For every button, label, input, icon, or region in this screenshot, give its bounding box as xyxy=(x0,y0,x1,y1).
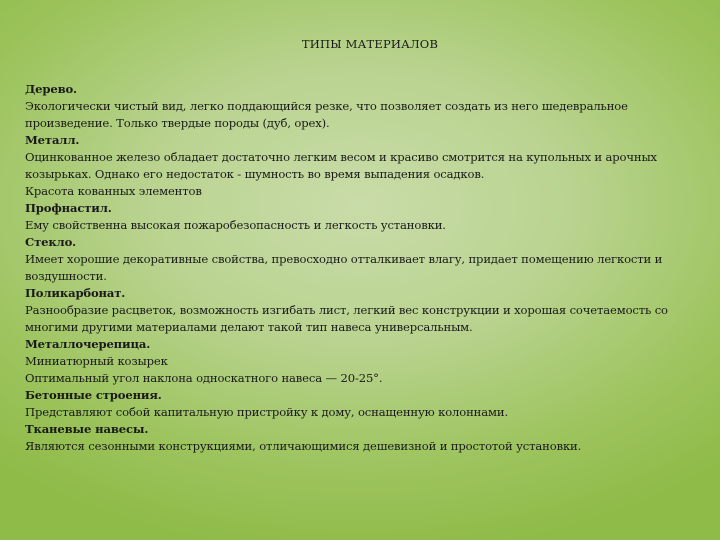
section-heading-metal-tile: Металлочерепица. xyxy=(25,337,151,351)
section-heading-glass: Стекло. xyxy=(25,235,77,249)
section-text-metal-tile-angle: Оптимальный угол наклона односкатного навеса — 20-25°. xyxy=(25,371,383,385)
section-heading-concrete: Бетонные строения. xyxy=(25,388,162,402)
section-heading-polycarbonate: Поликарбонат. xyxy=(25,286,126,300)
section-text-fabric: Являются сезонными конструкциями, отличающимися дешевизной и простотой установки. xyxy=(25,439,582,453)
section-heading-wood: Дерево. xyxy=(25,82,77,96)
section-heading-profnastil: Профнастил. xyxy=(25,201,112,215)
section-heading-fabric: Тканевые навесы. xyxy=(25,422,149,436)
section-text-glass: Имеет хорошие декоративные свойства, превосходно отталкивает влагу, придает помещению легкости и воздушности. xyxy=(25,252,663,283)
section-text-polycarbonate: Разнообразие расцветок, возможность изгибать лист, легкий вес конструкции и хорошая сочетаемость со многими другими материалами делают такой тип навеса универсальным. xyxy=(25,303,668,334)
slide-title: ТИПЫ МАТЕРИАЛОВ xyxy=(301,37,439,51)
section-text-metal: Оцинкованное железо обладает достаточно легким весом и красиво смотрится на купольных и арочных козырьках. Однако его недостаток - шумность во время выпадения осадков. xyxy=(25,150,657,181)
section-heading-metal: Металл. xyxy=(25,133,80,147)
section-text-concrete: Представляют собой капитальную пристройку к дому, оснащенную колоннами. xyxy=(25,405,508,419)
section-text-wood: Экологически чистый вид, легко поддающийся резке, что позволяет создать из него шедевральное произведение. Только твердые породы (дуб, орех). xyxy=(25,99,628,130)
section-text-profnastil: Ему свойственна высокая пожаробезопасность и легкость установки. xyxy=(25,218,446,232)
slide-body xyxy=(25,81,705,455)
section-text-metal-tile: Миниатюрный козырек xyxy=(25,354,168,368)
section-text-metal-note: Красота кованных элементов xyxy=(25,184,202,198)
